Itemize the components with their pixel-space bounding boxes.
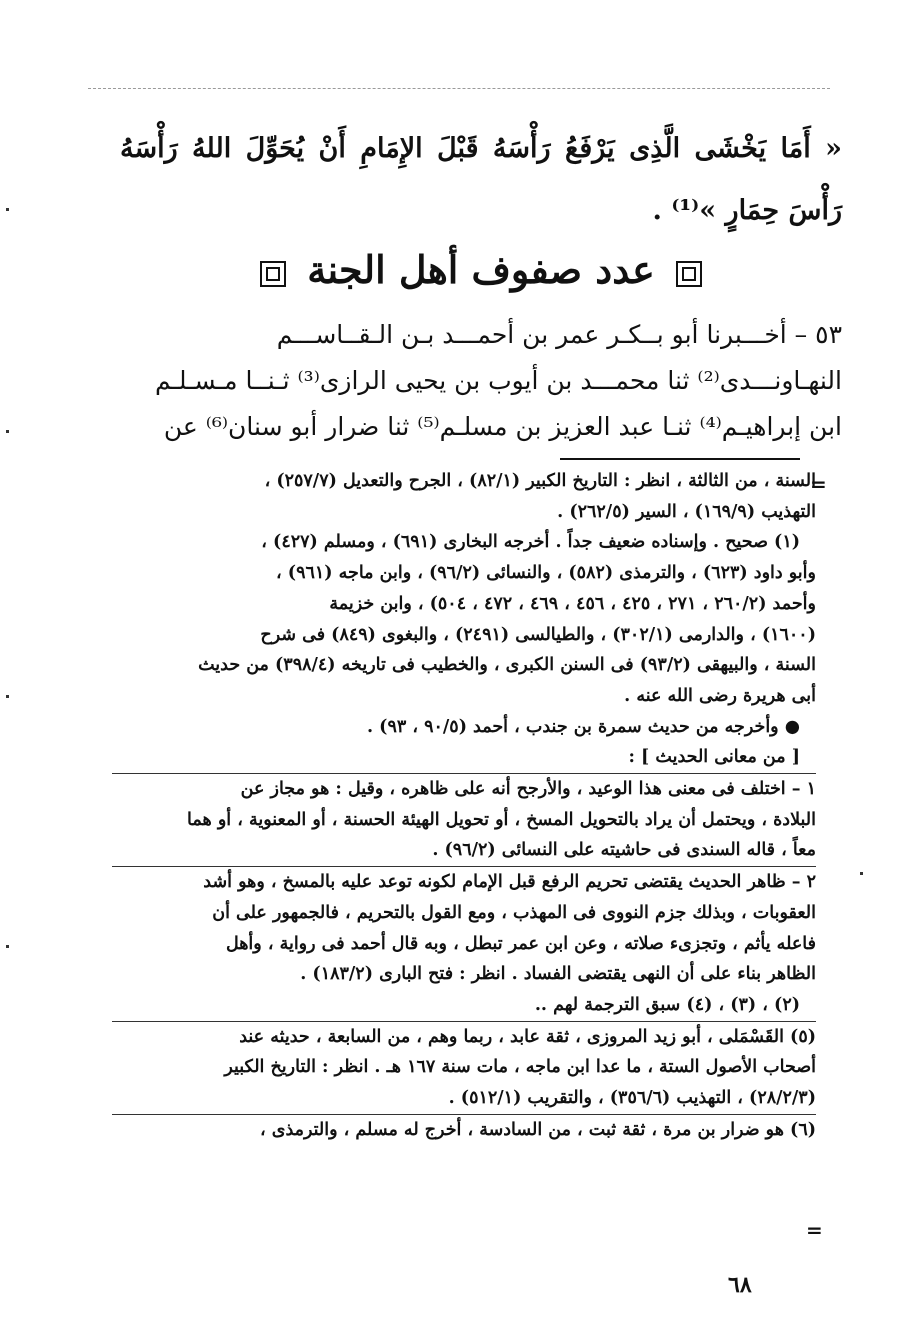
page-number: ٦٨ (728, 1272, 752, 1298)
edge-mark (6, 695, 9, 698)
footnote-line: (٥) القَسْمَلى ، أبو زيد المروزى ، ثقة عابد ، ربما وهم ، من السابعة ، حديثه عند (112, 1021, 816, 1053)
section-heading (120, 240, 842, 300)
main-text-line: ٥٣ – أخـــبرنا أبو بــكـر عمر بن أحمـــد بـن الـقــاســـم (276, 320, 842, 349)
main-text-line: ابن إبراهيـم⁽⁴⁾ ثنـا عبد العزيز بن مسلـم⁽⁵⁾ ثنا ضرار أبو سنان⁽⁶⁾ عن (163, 412, 842, 441)
edge-mark (6, 945, 9, 948)
heading-box-icon (260, 261, 286, 287)
footnote-line: ● وأخرجه من حديث سمرة بن جندب ، أحمد (٩٠/٥ ، ٩٣) . (366, 716, 800, 737)
footnote-line: أبى هريرة رضى الله عنه . (624, 685, 816, 706)
footnote-line: ١ – اختلف فى معنى هذا الوعيد ، والأرجح أنه على ظاهره ، وقيل : هو مجاز عن (112, 773, 816, 805)
edge-mark (6, 430, 9, 433)
footnotes (112, 466, 816, 1145)
footnote-subheading: [ من معانى الحديث ] : (628, 747, 800, 768)
main-text-line: النهـاونـــدى⁽²⁾ ثنا محمـــد بن أيوب بن يحيى الرازى⁽³⁾ ثـنــا مـسـلـم (154, 366, 842, 395)
footnote-line: السنة ، والبيهقى (٩٣/٢) فى السنن الكبرى ، والخطيب فى تاريخه (٣٩٨/٤) من حديث (198, 655, 816, 676)
footnote-line: (١٦٠٠) ، والدارمى (٣٠٢/١) ، والطيالسى (٢٤٩١) ، والبغوى (٨٤٩) فى شرح (260, 624, 816, 645)
footnote-line: الظاهر بناء على أن النهى يقتضى الفساد . انظر : فتح البارى (١٨٣/٢) . (300, 964, 816, 985)
footnote-line: فاعله يأثم ، وتجزىء صلاته ، وعن ابن عمر تبطل ، وبه قال أحمد فى رواية ، وأهل (225, 933, 816, 954)
footnote-line: البلادة ، ويحتمل أن يراد بالتحويل المسخ ، أو تحويل الهيئة الحسنة ، أو المعنوية ، أو هما (187, 809, 816, 830)
footnote-line: ٢ – ظاهر الحديث يقتضى تحريم الرفع قبل الإمام لكونه توعد عليه بالمسخ ، وهو أشد (112, 866, 816, 898)
footnote-line: أصحاب الأصول الستة ، ما عدا ابن ماجه ، مات سنة ١٦٧ هـ . انظر : التاريخ الكبير (224, 1057, 816, 1078)
main-text (128, 312, 842, 450)
footnote-line: (٢٨/٢/٣) ، التهذيب (٣٥٦/٦) ، والتقريب (٥١٢/١) . (448, 1088, 816, 1109)
footnote-line: التهذيب (١٦٩/٩) ، السير (٢٦٢/٥) . (557, 501, 816, 522)
footnote-line: السنة ، من الثالثة ، انظر : التاريخ الكبير (٨٢/١) ، الجرح والتعديل (٢٥٧/٧) ، (264, 471, 816, 491)
continuation-mark: = (810, 472, 827, 496)
hadith-quote: « أَمَا يَخْشَى الَّذِى يَرْفَعُ رَأْسَهُ قَبْلَ الإِمَامِ أَنْ يُحَوِّلَ اللهُ رَأْسَهُ رَأْسَ حِمَارٍ »⁽¹⁾ . (120, 133, 842, 226)
edge-mark (6, 208, 9, 211)
top-rule (88, 88, 830, 89)
edge-mark (860, 872, 863, 875)
footnote-line: (٢) ، (٣) ، (٤) سبق الترجمة لهم .. (534, 994, 800, 1015)
footnote-line: العقوبات ، وبذلك جزم النووى فى المهذب ، ومع القول بالتحريم ، فالجمهور على أن (212, 902, 816, 923)
heading-box-icon (676, 261, 702, 287)
footnote-line: معاً ، قاله السندى فى حاشيته على النسائى (٩٦/٢) . (432, 840, 816, 861)
footnote-line: وأبو داود (٦٢٣) ، والترمذى (٥٨٢) ، والنسائى (٩٦/٢) ، وابن ماجه (٩٦١) ، (276, 563, 816, 584)
section-heading-text: عدد صفوف أهل الجنة (307, 247, 655, 292)
footnote-line: وأحمد (٢٦٠/٢ ، ٢٧١ ، ٤٢٥ ، ٤٥٦ ، ٤٦٩ ، ٤٧٢ ، ٥٠٤) ، وابن خزيمة (329, 593, 816, 614)
end-continuation-mark: = (806, 1218, 823, 1242)
footnote-divider (560, 458, 800, 460)
footnote-line: (٦) هو ضرار بن مرة ، ثقة ثبت ، من السادسة ، أخرج له مسلم ، والترمذى ، (112, 1114, 816, 1146)
footnote-line: (١) صحيح . وإسناده ضعيف جداً . أخرجه البخارى (٦٩١) ، ومسلم (٤٢٧) ، (261, 532, 800, 553)
